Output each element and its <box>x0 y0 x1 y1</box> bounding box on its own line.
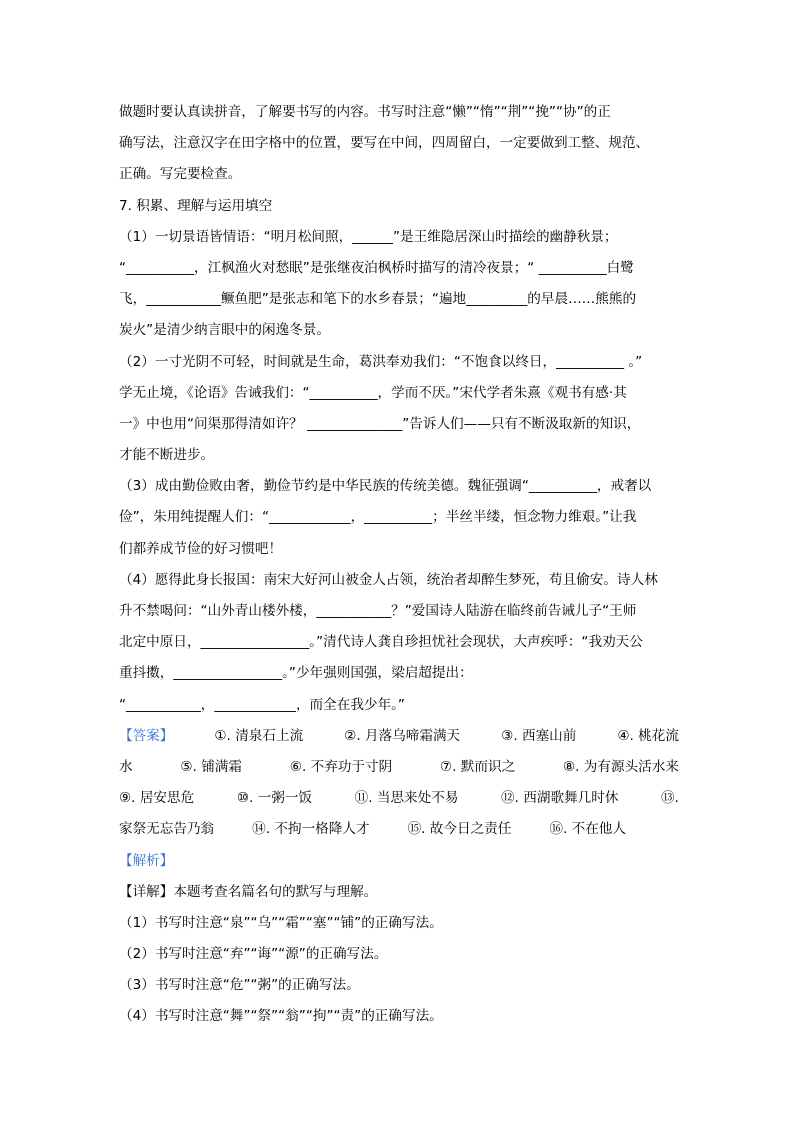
question-line: （1）一切景语皆情语：“明月松间照，______”是王维隐居深山时描绘的幽静秋景； <box>119 228 618 245</box>
answer-item: ⑩. 一粥一饭 <box>236 790 313 807</box>
question-line: 炭火”是清少纳言眼中的闲逸冬景。 <box>119 322 330 339</box>
answer-row <box>119 754 679 785</box>
analysis-label: 【解析】 <box>119 852 174 869</box>
answer-row <box>119 785 679 816</box>
question-line: 重抖擞，________________。”少年强则国强，梁启超提出： <box>119 665 473 682</box>
question-line: 北定中原日，________________。”清代诗人龚自珍担忧社会现状，大声疾呼：“我劝天公 <box>119 634 643 651</box>
intro-line: 确写法，注意汉字在田字格中的位置，要写在中间，四周留白，一定要做到工整、规范、 <box>119 135 650 152</box>
question-line: （2）一寸光阴不可轻，时间就是生命，葛洪奉劝我们：“不饱食以终日，__________ 。” <box>119 353 643 370</box>
answer-item: ⑫. 西湖歌舞几时休 <box>501 790 619 807</box>
question-line: “__________，江枫渔火对愁眠”是张继夜泊枫桥时描写的清冷夜景；“ __________白鹭 <box>119 259 634 276</box>
answer-item: ②. 月落乌啼霜满天 <box>344 727 461 744</box>
analysis-line: （2）书写时注意“弃”“诲”“源”的正确写法。 <box>119 946 388 963</box>
answer-item: ⑭. 不拘一格降人才 <box>252 821 370 838</box>
answer-item: ⑦. 默而识之 <box>439 758 516 775</box>
analysis-line: （1）书写时注意“泉”“乌”“霜”“塞”“铺”的正确写法。 <box>119 914 443 931</box>
answer-item: ⑧. 为有源头活水来 <box>562 758 679 775</box>
intro-line: 做题时要认真读拼音，了解要书写的内容。书写时注意“懒”“惰”“荆”“挽”“协”的正 <box>119 104 611 120</box>
document-page <box>119 99 679 1035</box>
analysis-line: （4）书写时注意“舞”“祭”“翁”“拘”“责”的正确写法。 <box>119 1008 443 1025</box>
analysis-line: 【详解】本题考查名篇名句的默写与理解。 <box>119 883 378 900</box>
answer-item: ⑯. 不在他人 <box>549 821 626 838</box>
answer-item: 家祭无忘告乃翁 <box>119 821 215 838</box>
question-body <box>119 224 679 723</box>
answer-item: ④. 桃花流 <box>617 727 679 744</box>
intro-line: 正确。写完要检查。 <box>119 166 242 183</box>
answer-item: ⑨. 居安思危 <box>119 790 195 807</box>
answer-item: ①. 清泉石上流 <box>214 727 304 744</box>
question-line: 们都养成节俭的好习惯吧！ <box>119 540 283 557</box>
answer-row <box>119 723 679 754</box>
question-line: 才能不断进步。 <box>119 447 215 464</box>
question-line: 学无止境，《论语》告诫我们：“__________，学而不厌。”宋代学者朱熹《观书有感·其 <box>119 384 627 401</box>
question-line: 一》中也用“问渠那得清如许？ ______________”告诉人们——只有不断汲取新的知识， <box>119 415 641 432</box>
answer-row <box>119 816 679 847</box>
question-line: （4）愿得此身长报国：南宋大好河山被金人占领，统治者却醉生梦死，苟且偷安。诗人林 <box>119 571 658 588</box>
question-line: 俭”，朱用纯提醒人们：“____________，__________；半丝半缕，恒念物力维艰。”让我 <box>119 509 637 526</box>
answer-item: ⑪. 当思来处不易 <box>354 790 459 807</box>
answer-label: 【答案】 <box>119 727 174 744</box>
answer-item: ⑮. 故今日之责任 <box>407 821 512 838</box>
answer-item: 水 <box>119 758 133 775</box>
question-line: 飞，___________鳜鱼肥”是张志和笔下的水乡春景；“遍地_________的早晨……熊熊的 <box>119 291 637 308</box>
question-line: （3）成由勤俭败由奢，勤俭节约是中华民族的传统美德。魏征强调“__________，戒奢以 <box>119 478 652 495</box>
question-title: 7. 积累、理解与运用填空 <box>119 197 273 214</box>
answer-item: ⑥. 不弃功于寸阴 <box>289 758 393 775</box>
question-line: 升不禁喝问：“山外青山楼外楼，___________？”爱国诗人陆游在临终前告诫儿子“王师 <box>119 603 637 619</box>
question-line: “___________，____________，而全在我少年。” <box>119 696 405 713</box>
answer-item: ⑬. <box>661 790 679 807</box>
answer-item: ③. 西塞山前 <box>501 727 577 744</box>
answer-item: ⑤. 铺满霜 <box>180 758 242 775</box>
analysis-line: （3）书写时注意“危”“粥”的正确写法。 <box>119 977 360 994</box>
